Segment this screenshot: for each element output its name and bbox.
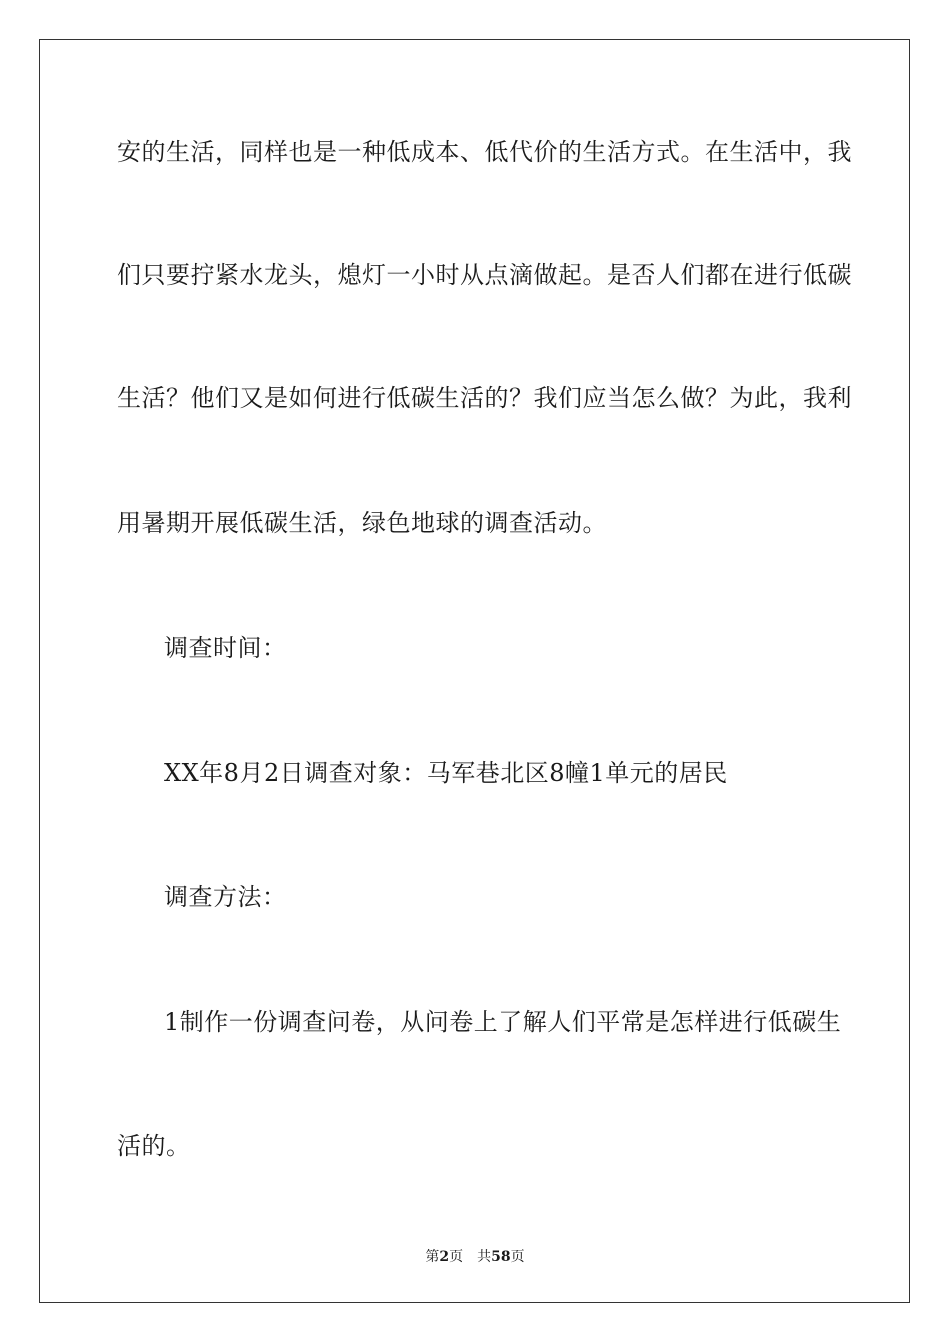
body-text-line-3: 生活？他们又是如何进行低碳生活的？我们应当怎么做？为此，我利: [117, 384, 852, 412]
body-text-line-4: 用暑期开展低碳生活，绿色地球的调查活动。: [117, 509, 607, 537]
method-item-1: 1制作一份调查问卷，从问卷上了解人们平常是怎样进行低碳生: [164, 1008, 842, 1036]
page-number: 2: [439, 1249, 450, 1265]
page-prefix: 第: [425, 1249, 440, 1265]
page-suffix: 页: [449, 1249, 464, 1265]
section-heading-survey-time: 调查时间：: [164, 634, 287, 662]
method-item-1-continuation: 活的。: [117, 1132, 191, 1160]
survey-date-and-subject: XX年8月2日调查对象：马军巷北区8幢1单元的居民: [164, 759, 728, 787]
page-border: [39, 39, 910, 1303]
total-suffix: 页: [510, 1249, 525, 1265]
body-text-line-2: 们只要拧紧水龙头，熄灯一小时从点滴做起。是否人们都在进行低碳: [117, 261, 852, 289]
body-text-line-1: 安的生活，同样也是一种低成本、低代价的生活方式。在生活中，我: [117, 138, 852, 166]
total-pages: 58: [491, 1249, 511, 1265]
section-heading-survey-method: 调查方法：: [164, 883, 287, 911]
page-footer: [0, 1248, 950, 1266]
total-prefix: 共: [477, 1249, 492, 1265]
